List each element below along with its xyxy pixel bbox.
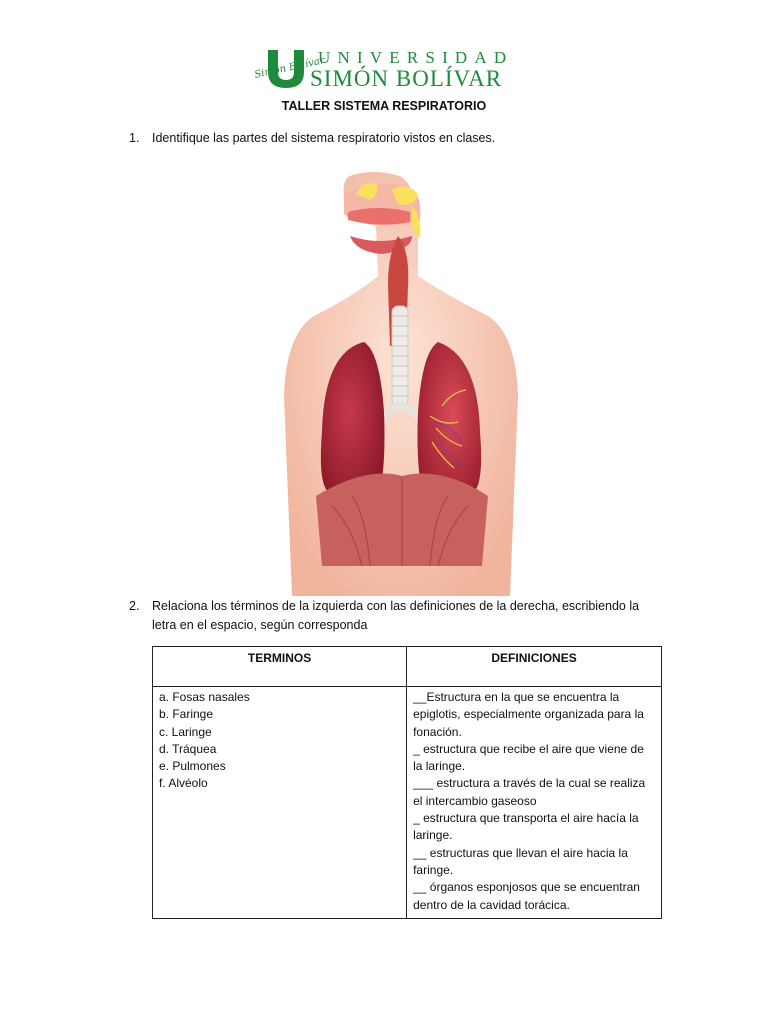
- question-number: 2.: [129, 599, 140, 613]
- definition-item: ___ estructura a través de la cual se realiza el intercambio gaseoso: [413, 776, 646, 808]
- question-number: 1.: [129, 131, 140, 145]
- definitions-cell: [407, 687, 662, 919]
- table-header-row: [153, 647, 662, 687]
- matching-table: [152, 646, 662, 919]
- definition-item: _ estructura que transporta el aire hacía la laringe.: [413, 811, 639, 843]
- terms-cell: [153, 687, 407, 919]
- definition-item: __Estructura en la que se encuentra la epiglotis, especialmente organizada para la fonación.: [413, 690, 644, 739]
- term-item: c. Laringe: [159, 724, 212, 739]
- definition-item: __ órganos esponjosos que se encuentran dentro de la cavidad torácica.: [413, 880, 640, 912]
- logo-line-2: SIMÓN BOLÍVAR: [310, 66, 503, 91]
- term-item: d. Tráquea: [159, 741, 217, 756]
- term-item: a. Fosas nasales: [159, 690, 250, 704]
- question-text: Relaciona los términos de la izquierda con las definiciones de la derecha, escribiendo la letra en el espacio, según corresponda: [152, 599, 640, 632]
- logo-script: Simón Bolívar: [253, 55, 326, 81]
- question-text: Identifique las partes del sistema respiratorio vistos en clases.: [152, 131, 496, 145]
- definition-item: __ estructuras que llevan el aire hacia la faringe.: [413, 845, 628, 877]
- university-logo: [254, 46, 516, 94]
- term-item: e. Pulmones: [159, 759, 226, 774]
- university-logo-mark-icon: [253, 46, 326, 90]
- definition-item: _ estructura que recibe el aire que viene de la laringe.: [413, 741, 644, 774]
- page-title: TALLER SISTEMA RESPIRATORIO: [281, 99, 487, 113]
- column-header-definiciones: DEFINICIONES: [407, 647, 662, 687]
- respiratory-system-illustration-icon: [252, 166, 552, 576]
- logo-line-1: UNIVERSIDAD: [318, 48, 514, 67]
- column-header-terminos: TERMINOS: [153, 647, 407, 687]
- table-row: [153, 687, 662, 919]
- term-item: b. Faringe: [159, 707, 214, 722]
- term-item: f. Alvéolo: [159, 776, 208, 791]
